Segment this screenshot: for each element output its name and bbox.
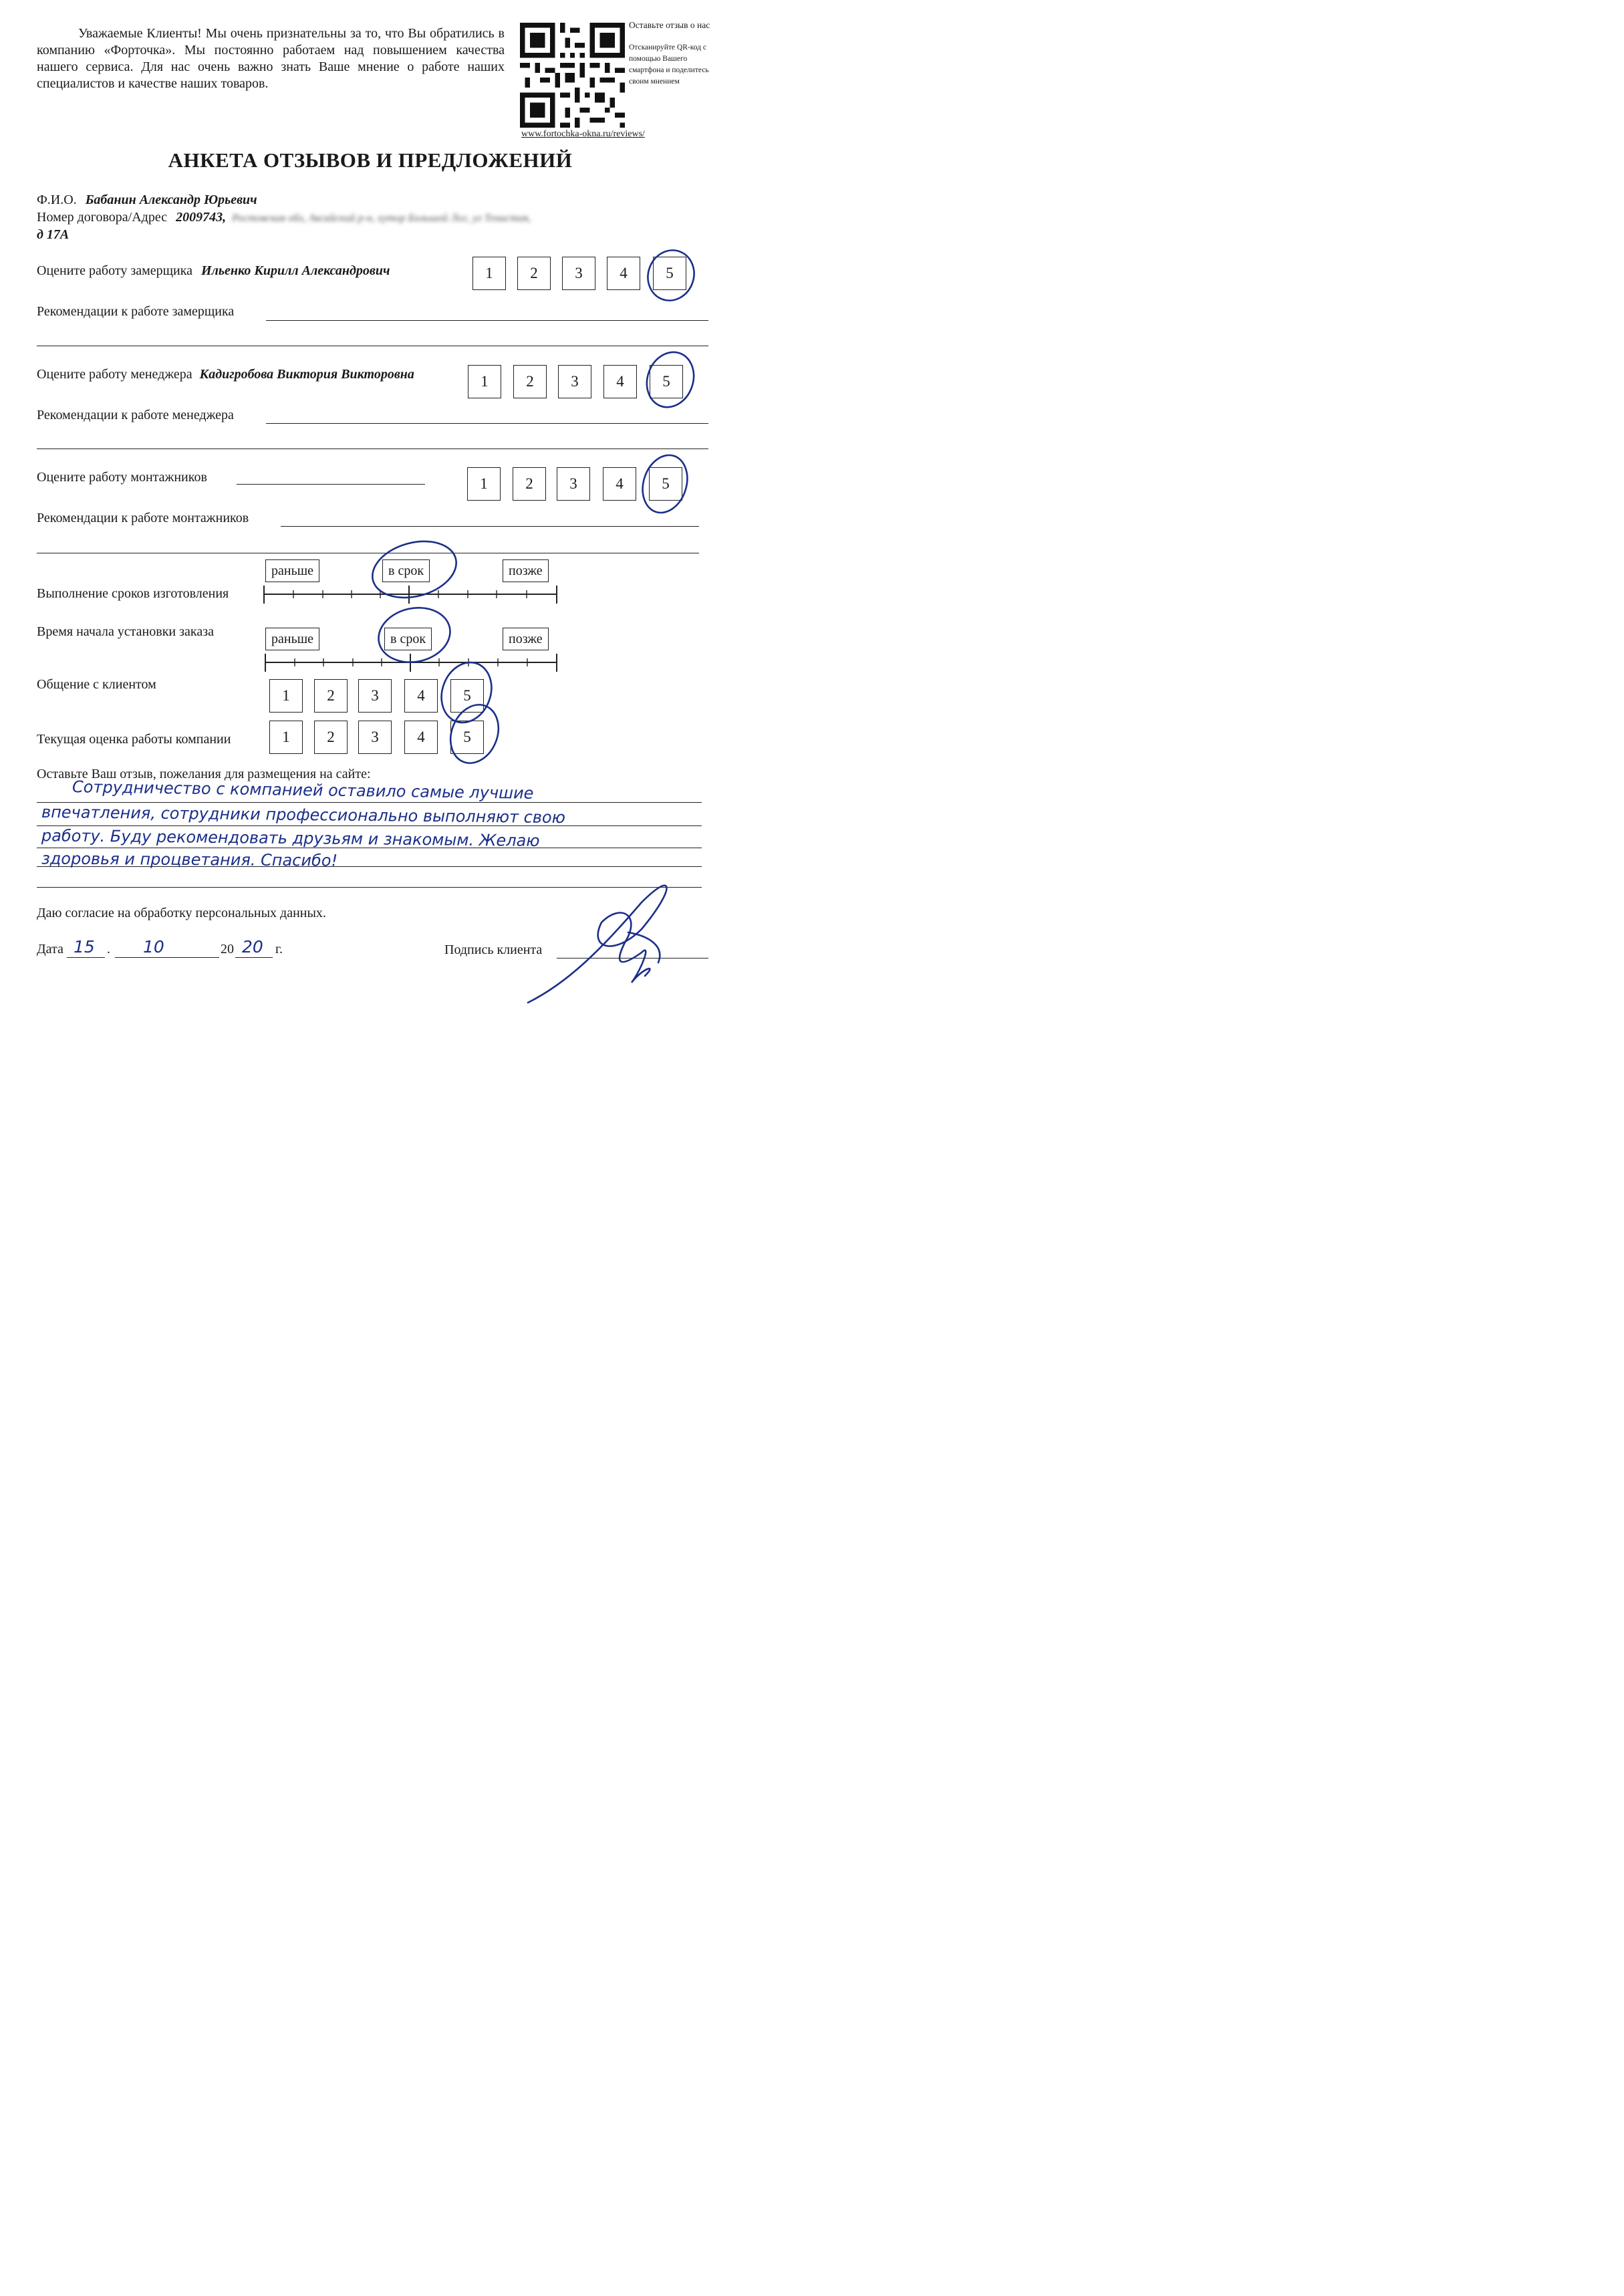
review-label: Оставьте Ваш отзыв, пожелания для размещения на сайте: <box>37 767 371 781</box>
manager-rating-3[interactable]: 3 <box>558 365 591 398</box>
measurer-rating-4[interactable]: 4 <box>607 257 640 290</box>
manager-rec-line-1[interactable] <box>266 423 708 424</box>
qr-caption <box>629 20 716 88</box>
installation-late-option[interactable]: позже <box>503 628 549 650</box>
company-rating-4[interactable]: 4 <box>404 721 438 754</box>
installers-rating-3[interactable]: 3 <box>557 467 590 501</box>
contract-label: Номер договора/Адрес <box>37 210 168 225</box>
production-ontime-option[interactable]: в срок <box>382 559 430 582</box>
manager-rec-label: Рекомендации к работе менеджера <box>37 408 234 422</box>
qr-title: Оставьте отзыв о нас <box>629 20 710 30</box>
communication-rating-5[interactable]: 5 <box>450 679 484 713</box>
consent-text: Даю согласие на обработку персональных данных. <box>37 906 326 920</box>
fio-row <box>37 193 257 208</box>
manager-rating-4[interactable]: 4 <box>603 365 637 398</box>
qr-instruction: Отсканируйте QR-код с помощью Вашего смартфона и поделитесь своим мнением <box>629 43 709 86</box>
installers-rec-label: Рекомендации к работе монтажников <box>37 511 249 525</box>
installation-ontime-option[interactable]: в срок <box>384 628 432 650</box>
communication-rating-1[interactable]: 1 <box>269 679 303 713</box>
installers-rating-2[interactable]: 2 <box>513 467 546 501</box>
installers-rating-5[interactable]: 5 <box>649 467 682 501</box>
measurer-rec-label: Рекомендации к работе замерщика <box>37 304 235 319</box>
measurer-rating-3[interactable]: 3 <box>562 257 595 290</box>
date-year-suffix: 20 <box>242 937 263 956</box>
measurer-rating-1[interactable]: 1 <box>472 257 506 290</box>
date-day-line[interactable] <box>67 957 105 958</box>
signature-scribble <box>528 886 667 1003</box>
measurer-label: Оцените работу замерщика <box>37 263 193 278</box>
installers-rating-1[interactable]: 1 <box>467 467 501 501</box>
date-label: Дата <box>37 942 63 956</box>
company-rating-1[interactable]: 1 <box>269 721 303 754</box>
date-suffix: г. <box>275 942 283 956</box>
production-early-option[interactable]: раньше <box>265 559 319 582</box>
company-rating-label: Текущая оценка работы компании <box>37 732 231 747</box>
date-year-prefix: 20 <box>221 942 234 956</box>
review-text-3: работу. Буду рекомендовать друзьям и знакомым. Желаю <box>41 826 540 850</box>
measurer-row <box>37 263 390 279</box>
form-title: АНКЕТА ОТЗЫВОВ И ПРЕДЛОЖЕНИЙ <box>168 148 573 172</box>
production-deadline-label: Выполнение сроков изготовления <box>37 586 229 601</box>
contract-house: д 17А <box>37 227 70 242</box>
measurer-rec-line-1[interactable] <box>266 320 708 321</box>
communication-rating-4[interactable]: 4 <box>404 679 438 713</box>
review-line-1[interactable] <box>37 802 702 803</box>
date-month-line[interactable] <box>115 957 219 958</box>
measurer-rating-5[interactable]: 5 <box>653 257 686 290</box>
company-rating-2[interactable]: 2 <box>314 721 348 754</box>
production-late-option[interactable]: позже <box>503 559 549 582</box>
communication-rating-3[interactable]: 3 <box>358 679 392 713</box>
manager-rating-2[interactable]: 2 <box>513 365 547 398</box>
measurer-rating-2[interactable]: 2 <box>517 257 551 290</box>
date-dot: . <box>107 942 110 956</box>
contract-number: 2009743, <box>176 210 227 225</box>
qr-url-link[interactable]: www.fortochka-okna.ru/reviews/ <box>521 129 645 139</box>
qr-code[interactable] <box>520 23 625 128</box>
company-rating-3[interactable]: 3 <box>358 721 392 754</box>
signature-label: Подпись клиента <box>444 942 543 957</box>
manager-rating-1[interactable]: 1 <box>468 365 501 398</box>
intro-text: Уважаемые Клиенты! Мы очень признательны за то, что Вы обратились в компанию «Форточка». Мы постоянно работаем над повышением качества нашего сервиса. Для нас очень важно знать Ваше мнение о работе наших специалистов и качестве наших товаров. <box>37 26 505 91</box>
signature-line[interactable] <box>557 958 708 959</box>
review-line-5[interactable] <box>37 887 702 888</box>
fio-label: Ф.И.О. <box>37 193 77 207</box>
manager-name: Кадигробова Виктория Викторовна <box>199 367 414 382</box>
installers-rating-4[interactable]: 4 <box>603 467 636 501</box>
contract-row <box>37 210 531 225</box>
manager-row <box>37 367 414 382</box>
date-month: 10 <box>143 937 164 956</box>
installation-early-option[interactable]: раньше <box>265 628 319 650</box>
review-text-2: впечатления, сотрудники профессионально выполняют свою <box>41 802 566 827</box>
installation-timeline-scale <box>265 654 557 672</box>
installation-start-label: Время начала установки заказа <box>37 624 214 639</box>
installers-rec-line-1[interactable] <box>281 526 699 527</box>
review-text-4: здоровья и процветания. Спасибо! <box>41 849 338 870</box>
review-line-2[interactable] <box>37 825 702 826</box>
contract-address-redacted: Ростовская обл, Аксайский р-н, хутор Большой Лог, ул Тенистая, <box>232 213 531 224</box>
measurer-name: Ильенко Кирилл Александрович <box>201 263 390 278</box>
manager-rating-5[interactable]: 5 <box>650 365 683 398</box>
communication-rating-2[interactable]: 2 <box>314 679 348 713</box>
installers-name-line[interactable] <box>237 484 425 485</box>
date-day: 15 <box>74 937 95 956</box>
production-timeline-scale <box>264 586 557 604</box>
communication-label: Общение с клиентом <box>37 677 156 692</box>
date-year-line[interactable] <box>235 957 273 958</box>
fio-value: Бабанин Александр Юрьевич <box>85 193 257 207</box>
company-rating-5[interactable]: 5 <box>450 721 484 754</box>
manager-label: Оцените работу менеджера <box>37 367 192 382</box>
installers-label: Оцените работу монтажников <box>37 470 207 485</box>
review-text-1: Сотрудничество с компанией оставило самые лучшие <box>72 777 534 803</box>
